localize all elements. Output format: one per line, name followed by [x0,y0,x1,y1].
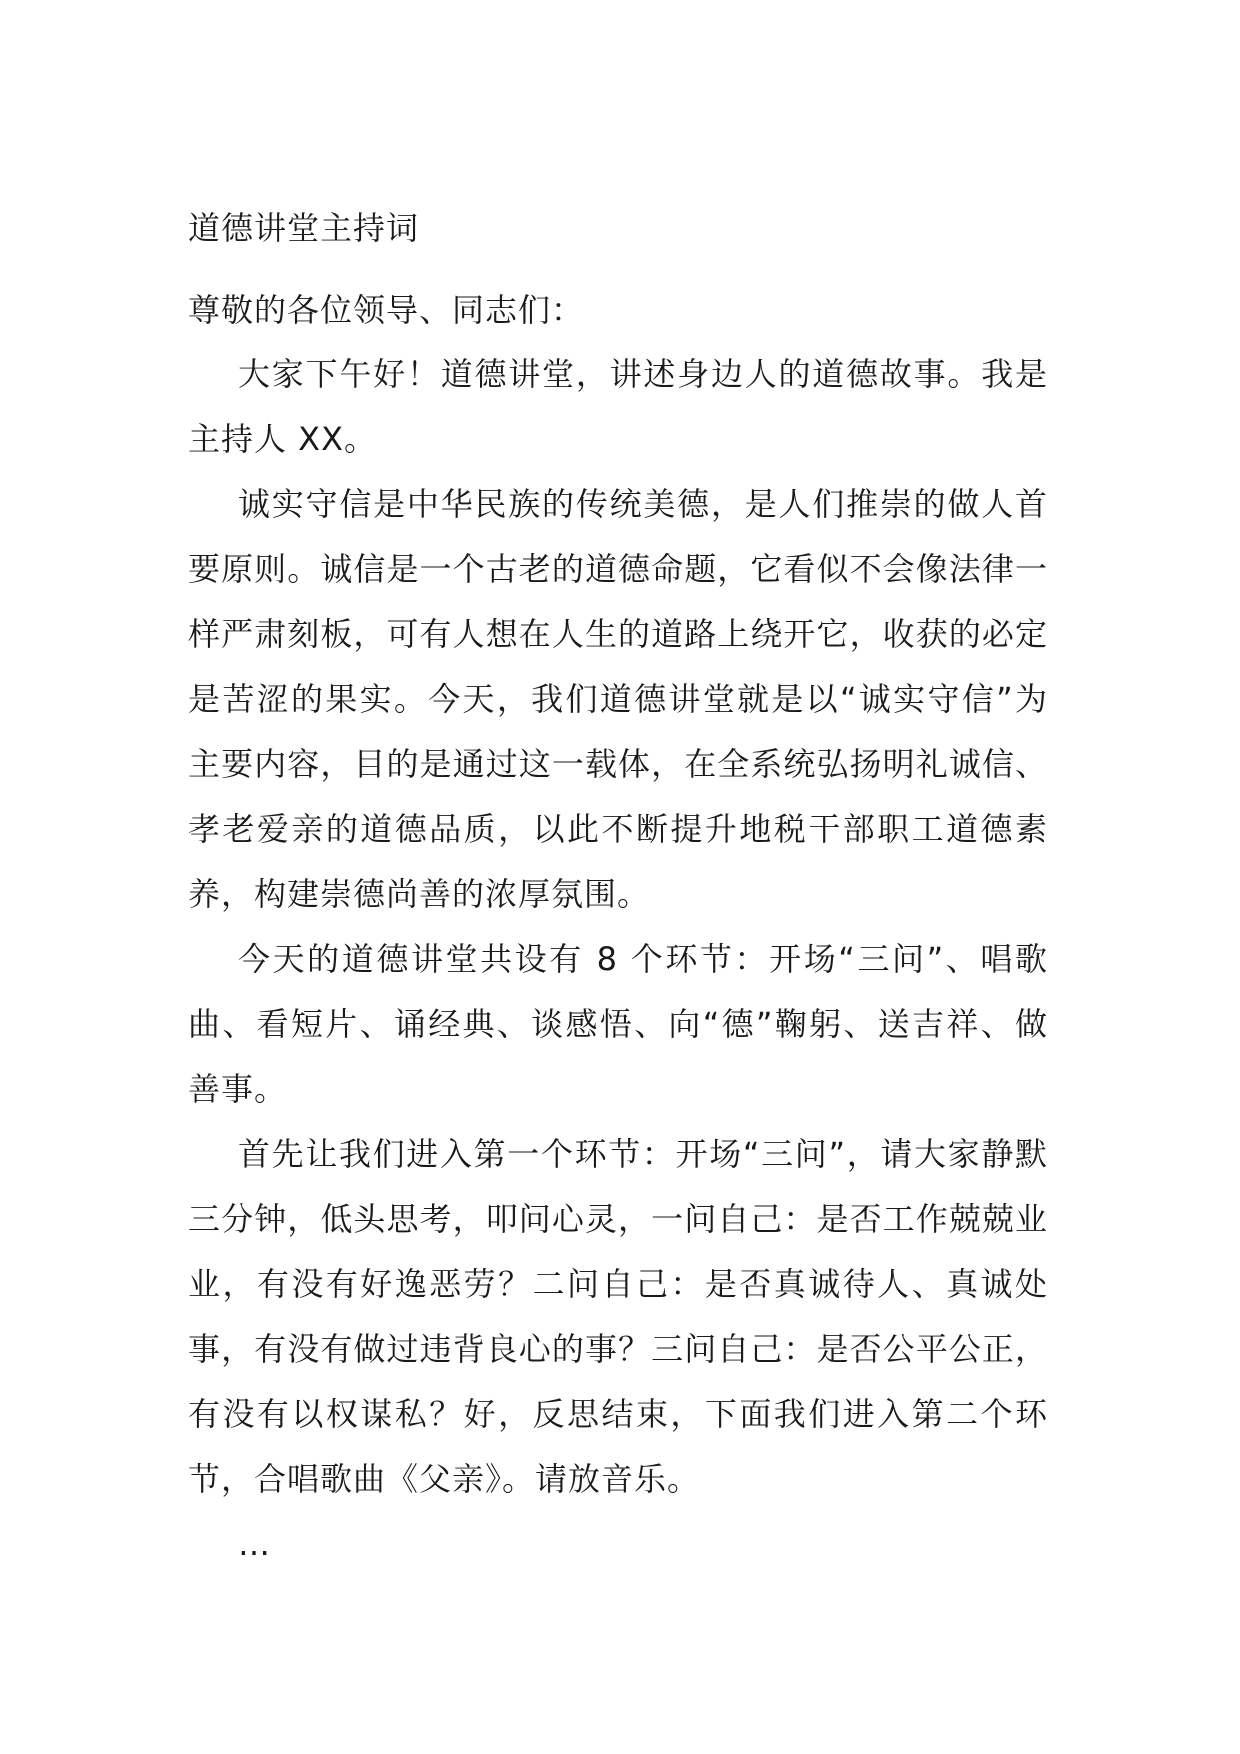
paragraph-agenda: 今天的道德讲堂共设有 8 个环节：开场“三问”、唱歌曲、看短片、诵经典、谈感悟、向“德”鞠躬、送吉祥、做善事。 [188,940,1048,1108]
paragraph-greeting: 大家下午好！道德讲堂，讲述身边人的道德故事。我是主持人 XX。 [188,355,1048,458]
paragraph-integrity: 诚实守信是中华民族的传统美德，是人们推崇的做人首要原则。诚信是一个古老的道德命题，它看似不会像法律一样严肃刻板，可有人想在人生的道路上绕开它，收获的必定是苦涩的果实。今天，我们道德讲堂就是以“诚实守信”为主要内容，目的是通过这一载体，在全系统弘扬明礼诚信、孝老爱亲的道德品质，以此不断提升地税干部职工道德素养，构建崇德尚善的浓厚氛围。 [188,485,1048,913]
document-title: 道德讲堂主持词 [188,209,420,247]
paragraph-three-questions: 首先让我们进入第一个环节：开场“三问”，请大家静默三分钟，低头思考，叩问心灵，一问自己：是否工作兢兢业业，有没有好逸恶劳？二问自己：是否真诚待人、真诚处事，有没有做过违背良心的事？三问自己：是否公平公正，有没有以权谋私？好，反思结束，下面我们进入第二个环节，合唱歌曲《父亲》。请放音乐。 [188,1135,1048,1498]
document-body [188,196,1048,1577]
continuation-ellipsis: … [238,1525,270,1563]
salutation: 尊敬的各位领导、同志们： [188,291,585,329]
